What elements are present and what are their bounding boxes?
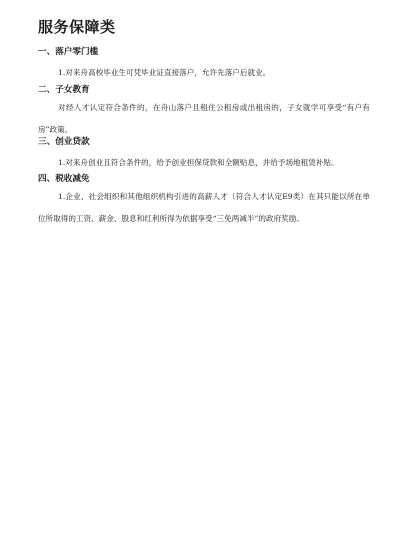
section-startup-loans [38,136,370,174]
section-heading: 一、落户零门槛 [38,47,99,57]
section-paragraph: 1.对来舟高校毕业生可凭毕业证直接落户，允许先落户后就业。 [58,68,271,77]
section-heading: 四、税收减免 [38,174,90,184]
section-tax-relief [38,173,370,230]
section-paragraph: 对经人才认定符合条件的，在舟山落户且租住公租房或出租房的，子女就学可享受“有户有房”政策。 [38,103,370,134]
section-children-education [38,84,370,141]
section-heading: 二、子女教育 [38,85,90,95]
section-household-registration [38,46,370,84]
section-paragraph: 1.企业、社会组织和其他组织机构引进的高薪人才（符合人才认定E9类）在其只能以所在单位所取得的工资、薪金、股息和红利所得为依据享受“三免两减半”的政府奖励。 [38,192,370,223]
section-paragraph: 1.对来舟创业且符合条件的，给予创业担保贷款和全额贴息，并给予场地租赁补贴。 [58,158,339,167]
section-heading: 三、创业贷款 [38,137,90,147]
document-title: 服务保障类 [38,18,116,36]
